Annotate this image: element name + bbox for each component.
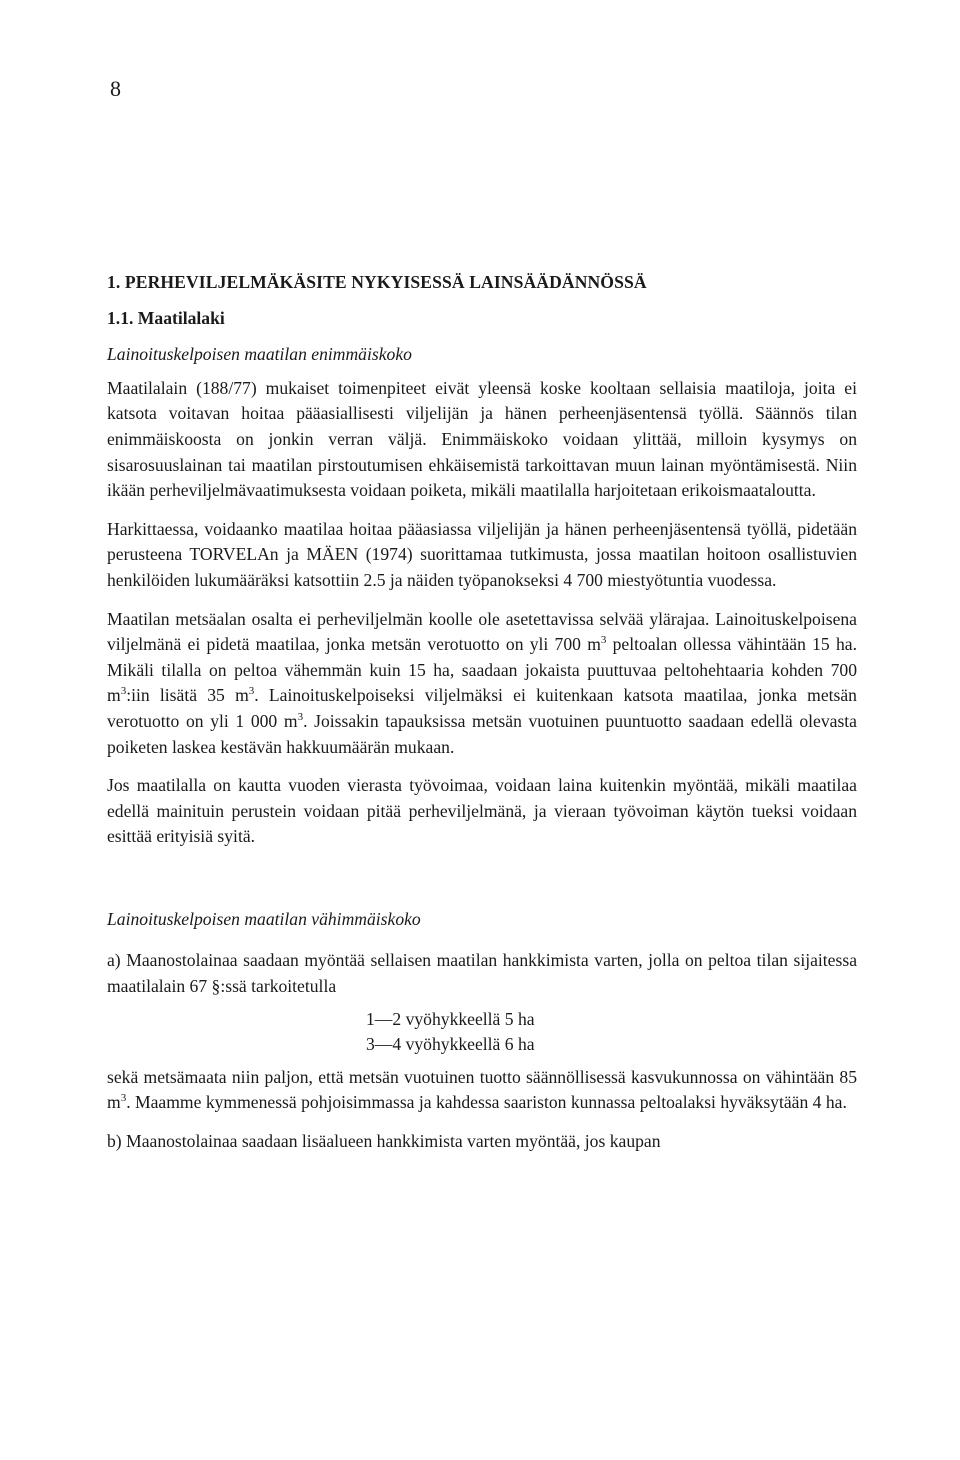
superscript: 3	[297, 711, 304, 724]
superscript: 3	[120, 1092, 127, 1105]
zone-list	[107, 1007, 857, 1058]
text-run: . Joissakin tapauksissa metsän vuotuinen puuntuotto saadaan edellä olevasta poiketen laskea kestävän hakkuumäärän mukaan.	[107, 710, 857, 757]
text-run: Maatilan metsäalan osalta ei perheviljelmän koolle ole asetettavissa selvää ylärajaa. Lainoituskelpoisena viljelmänä ei pidetä maatilaa, jonka metsän verotuotto on yli 700 m	[107, 608, 857, 655]
paragraph-forest-area	[107, 607, 857, 761]
text-run: sekä metsämaata niin paljon, että metsän vuotuinen tuotto säännöllisessä kasvukunnossa on vähintään 85 m	[107, 1066, 857, 1113]
page-number: 8	[110, 76, 121, 101]
paragraph-family-labour: Harkittaessa, voidaanko maatilaa hoitaa pääasiassa viljelijän ja hänen perheenjäsentensä työllä, pidetään perusteena TORVELAn ja MÄEN (1974) suorittamaa tutkimusta, jossa maatilan hoitoon osallistuvien henkilöiden lukumääräksi katsottiin 2.5 ja näiden työpanokseksi 4 700 miestyötuntia vuodessa.	[107, 518, 857, 590]
paragraph-land-purchase-a: a) Maanostolainaa saadaan myöntää sellaisen maatilan hankkimista varten, jolla on peltoa tilan sijaitessa maatilalain 67 §:ssä tarkoitetulla	[107, 950, 857, 997]
subheading-max-size: Lainoituskelpoisen maatilan enimmäiskoko	[107, 344, 412, 365]
superscript: 3	[600, 634, 607, 647]
text-run: :iin lisätä 35 m	[126, 685, 249, 706]
zone-item: 1—2 vyöhykkeellä 5 ha	[366, 1008, 535, 1029]
zone-item: 3—4 vyöhykkeellä 6 ha	[366, 1034, 535, 1055]
paragraph-land-purchase-b: b) Maanostolainaa saadaan lisäalueen hankkimista varten myöntää, jos kaupan	[107, 1131, 661, 1152]
chapter-heading: 1. PERHEVILJELMÄKÄSITE NYKYISESSÄ LAINSÄÄDÄNNÖSSÄ	[107, 272, 647, 292]
paragraph-forest-yield	[107, 1065, 857, 1116]
subheading-min-size: Lainoituskelpoisen maatilan vähimmäiskoko	[107, 908, 421, 929]
paragraph-max-size: Maatilalain (188/77) mukaiset toimenpiteet eivät yleensä koske kooltaan sellaisia maatiloja, joita ei katsota voitavan hoitaa pääasiallisesti viljelijän ja hänen perheenjäsentensä työllä. Säännös tilan enimmäiskoosta on jonkin verran väljä. Enimmäiskoko voidaan ylittää, milloin kysymys on sisarosuuslainan tai maatilan pirstoutumisen ehkäisemistä tarkoittavan muun lainan myöntämisestä. Niin ikään perheviljelmävaatimuksesta voidaan poiketa, mikäli maatilalla harjoitetaan erikoismaataloutta.	[107, 377, 857, 501]
section-heading: 1.1. Maatilalaki	[107, 307, 225, 328]
superscript: 3	[120, 685, 127, 698]
text-run: peltoalan ollessa vähintään 15 ha. Mikäli tilalla on peltoa vähemmän kuin 15 ha, saadaan jokaista puuttuvaa peltohehtaaria kohden 700 m	[107, 634, 857, 706]
page-content	[107, 270, 857, 1155]
text-run: . Lainoituskelpoiseksi viljelmäksi ei kuitenkaan katsota maatilaa, jonka metsän verotuotto on yli 1 000 m	[107, 685, 857, 731]
paragraph-hired-labour: Jos maatilalla on kautta vuoden vierasta työvoimaa, voidaan laina kuitenkin myöntää, mikäli maatilaa edellä mainituin perustein voidaan pitää perheviljelmänä, ja vieraan työvoiman käytön tueksi voidaan esittää erityisiä syitä.	[107, 775, 857, 847]
text-run: . Maamme kymmenessä pohjoisimmassa ja kahdessa saariston kunnassa peltoalaksi hyväksytään 4 ha.	[126, 1092, 847, 1113]
superscript: 3	[248, 685, 255, 698]
